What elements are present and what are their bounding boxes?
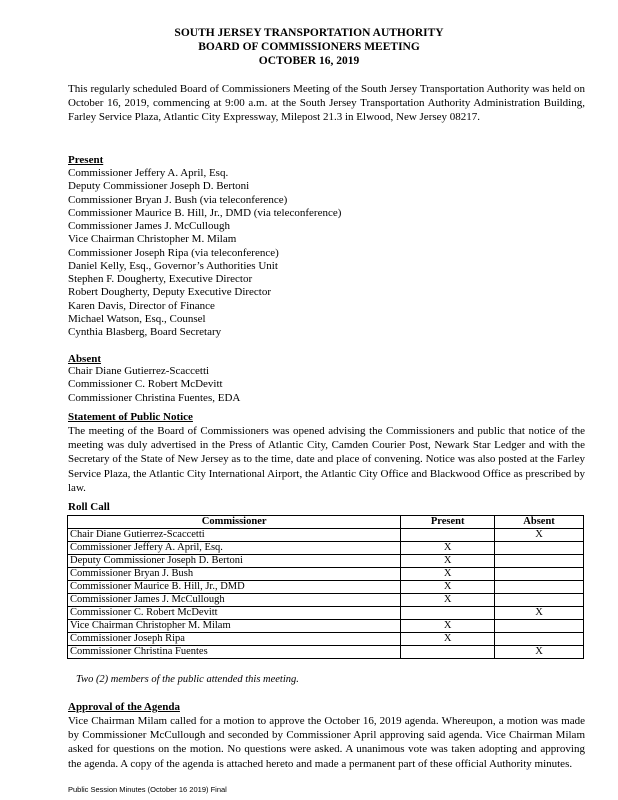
commissioner-cell: Commissioner Maurice B. Hill, Jr., DMD	[68, 581, 401, 594]
present-cell	[401, 646, 495, 659]
table-row	[68, 646, 584, 659]
absent-cell: X	[495, 529, 584, 542]
list-item: Commissioner James J. McCullough	[68, 220, 230, 232]
public-notice-paragraph: The meeting of the Board of Commissioners was opened advising the Commissioners and public that notice of the meeting was duly advertised in the Press of Atlantic City, Camden Courier Post, Newark Star Ledger and with the Secretary of the State of New Jersey as to the time, date and place of convening. Notice was also posted at the Farley Service Plaza, the Atlantic City International Airport, the Atlantic City Office and Blackwood Office as prescribed by law.	[68, 425, 585, 494]
absent-cell	[495, 581, 584, 594]
public-notice-heading: Statement of Public Notice	[68, 411, 193, 423]
absent-cell	[495, 633, 584, 646]
present-cell: X	[401, 568, 495, 581]
commissioner-cell: Commissioner James J. McCullough	[68, 594, 401, 607]
commissioner-cell: Deputy Commissioner Joseph D. Bertoni	[68, 555, 401, 568]
present-cell: X	[401, 633, 495, 646]
roll-call-heading: Roll Call	[68, 501, 110, 513]
column-header-commissioner: Commissioner	[68, 516, 401, 529]
list-item: Vice Chairman Christopher M. Milam	[68, 233, 237, 246]
page-footer: Public Session Minutes (October 16 2019) Final	[68, 785, 227, 794]
header-meeting-title: BOARD OF COMMISSIONERS MEETING	[198, 41, 420, 53]
table-row	[68, 620, 584, 633]
list-item: Michael Watson, Esq., Counsel	[68, 312, 206, 325]
public-attendance-note: Two (2) members of the public attended this meeting.	[76, 674, 299, 685]
list-item: Chair Diane Gutierrez-Scaccetti	[68, 365, 210, 377]
present-cell: X	[401, 555, 495, 568]
present-cell	[401, 607, 495, 620]
commissioner-cell: Commissioner Christina Fuentes	[68, 646, 401, 659]
roll-call-header-row	[68, 516, 584, 529]
absent-cell: X	[495, 646, 584, 659]
absent-cell	[495, 568, 584, 581]
agenda-heading: Approval of the Agenda	[68, 701, 180, 713]
list-item: Stephen F. Dougherty, Executive Director	[68, 273, 253, 285]
present-cell	[401, 529, 495, 542]
table-row	[68, 607, 584, 620]
commissioner-cell: Chair Diane Gutierrez-Scaccetti	[68, 529, 401, 542]
list-item: Commissioner C. Robert McDevitt	[68, 378, 223, 391]
list-item: Karen Davis, Director of Finance	[68, 299, 215, 312]
header-date: OCTOBER 16, 2019	[258, 55, 360, 67]
list-item: Cynthia Blasberg, Board Secretary	[68, 326, 222, 338]
list-item: Robert Dougherty, Deputy Executive Director	[68, 286, 272, 299]
list-item: Daniel Kelly, Esq., Governor’s Authorities Unit	[68, 259, 278, 272]
commissioner-cell: Vice Chairman Christopher M. Milam	[68, 620, 401, 633]
present-list	[68, 167, 585, 339]
list-item: Commissioner Joseph Ripa (via teleconference)	[68, 246, 279, 259]
column-header-absent: Absent	[495, 516, 584, 529]
list-item: Commissioner Maurice B. Hill, Jr., DMD (via teleconference)	[68, 206, 342, 219]
absent-cell	[495, 555, 584, 568]
absent-cell	[495, 620, 584, 633]
list-item: Commissioner Christina Fuentes, EDA	[68, 391, 241, 404]
absent-cell: X	[495, 607, 584, 620]
commissioner-cell: Commissioner Bryan J. Bush	[68, 568, 401, 581]
present-heading: Present	[68, 154, 104, 166]
table-row	[68, 568, 584, 581]
present-cell: X	[401, 542, 495, 555]
header-organization: SOUTH JERSEY TRANSPORTATION AUTHORITY	[174, 27, 444, 39]
absent-list	[68, 365, 585, 405]
commissioner-cell: Commissioner Jeffery A. April, Esq.	[68, 542, 401, 555]
absent-cell	[495, 594, 584, 607]
roll-call-table	[67, 515, 584, 659]
document-header	[0, 26, 618, 68]
commissioner-cell: Commissioner C. Robert McDevitt	[68, 607, 401, 620]
table-row	[68, 529, 584, 542]
table-row	[68, 633, 584, 646]
list-item: Commissioner Bryan J. Bush (via teleconference)	[68, 193, 288, 206]
absent-heading: Absent	[68, 353, 102, 365]
present-cell: X	[401, 594, 495, 607]
table-row	[68, 594, 584, 607]
commissioner-cell: Commissioner Joseph Ripa	[68, 633, 401, 646]
table-row	[68, 542, 584, 555]
absent-cell	[495, 542, 584, 555]
present-cell: X	[401, 620, 495, 633]
intro-paragraph: This regularly scheduled Board of Commissioners Meeting of the South Jersey Transportation Authority was held on October 16, 2019, commencing at 9:00 a.m. at the South Jersey Transportation Authority Administration Building, Farley Service Plaza, Atlantic City Expressway, Milepost 21.3 in Elwood, New Jersey 08217.	[68, 83, 585, 124]
list-item: Commissioner Jeffery A. April, Esq.	[68, 167, 229, 179]
present-cell: X	[401, 581, 495, 594]
agenda-paragraph: Vice Chairman Milam called for a motion to approve the October 16, 2019 agenda. Whereupon, a motion was made by Commissioner McCullough and seconded by Commissioner April approving said agenda. Vice Chairman Milam asked for questions on the motion. No questions were asked. A unanimous vote was taken adopting and approving the agenda. A copy of the agenda is attached hereto and made a permanent part of these official Authority minutes.	[68, 715, 585, 770]
table-row	[68, 581, 584, 594]
column-header-present: Present	[401, 516, 495, 529]
list-item: Deputy Commissioner Joseph D. Bertoni	[68, 180, 250, 193]
table-row	[68, 555, 584, 568]
